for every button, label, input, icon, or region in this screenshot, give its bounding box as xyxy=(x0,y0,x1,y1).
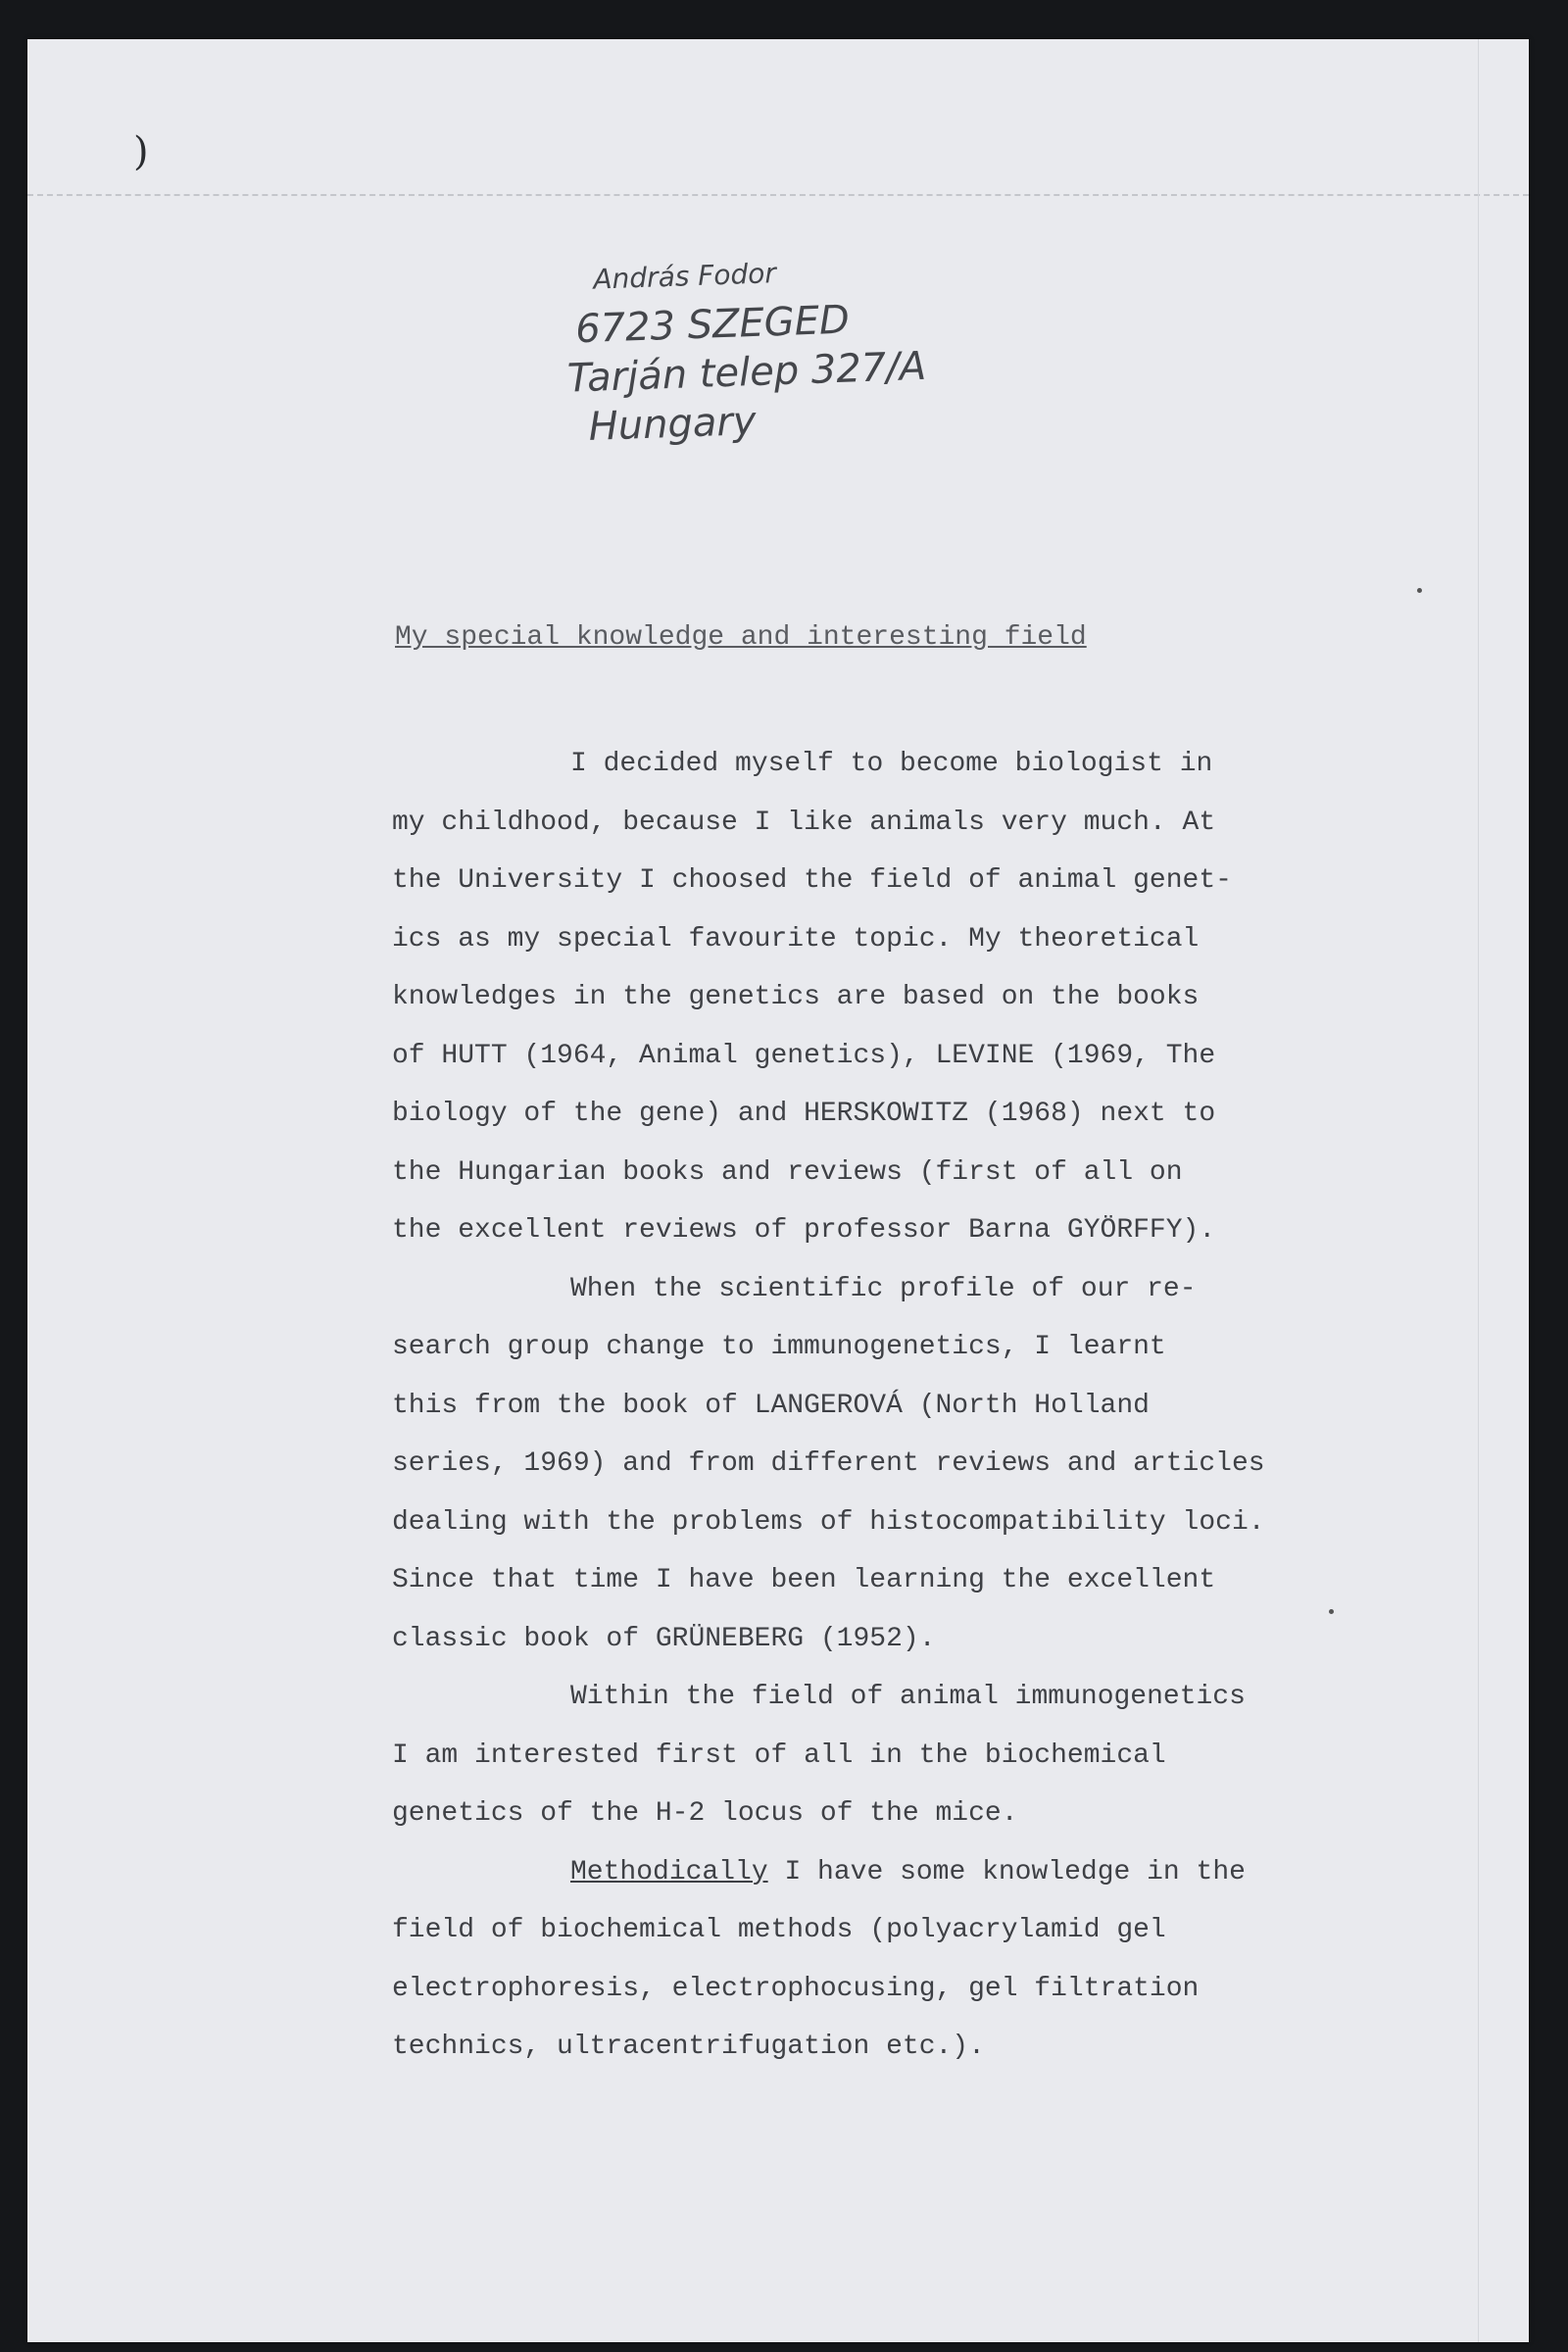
punch-hole-mark: ) xyxy=(133,129,149,174)
text-line: the excellent reviews of professor Barna GYÖRFFY). xyxy=(392,1215,1216,1246)
text-line: When the scientific profile of our re- xyxy=(570,1273,1197,1304)
text-line: knowledges in the genetics are based on the books xyxy=(392,982,1200,1012)
text-fragment: I have some knowledge in the xyxy=(767,1856,1246,1887)
handwritten-address xyxy=(544,243,962,454)
document-title: My special knowledge and interesting field xyxy=(395,622,1087,653)
text-line: I am interested first of all in the biochemical xyxy=(392,1740,1166,1771)
text-line: search group change to immunogenetics, I learnt xyxy=(392,1332,1166,1362)
address-country: Hungary xyxy=(587,398,758,450)
text-line: dealing with the problems of histocompatibility loci. xyxy=(392,1506,1265,1538)
text-line: Within the field of animal immunogenetics xyxy=(570,1682,1246,1712)
address-city: 6723 SZEGED xyxy=(574,297,851,353)
address-name: András Fodor xyxy=(592,257,777,296)
text-line: ics as my special favourite topic. My theoretical xyxy=(392,923,1200,955)
text-line: classic book of GRÜNEBERG (1952). xyxy=(392,1623,936,1654)
text-line: my childhood, because I like animals very much. At xyxy=(392,807,1216,838)
paragraph-4 xyxy=(392,1843,1392,2077)
paragraph-1 xyxy=(392,735,1392,1260)
document-body xyxy=(392,735,1392,2077)
text-line: biology of the gene) and HERSKOWITZ (1968) next to xyxy=(392,1099,1216,1129)
paragraph-3 xyxy=(392,1668,1392,1843)
text-line: this from the book of LANGEROVÁ (North Holland xyxy=(392,1390,1150,1421)
text-line: I decided myself to become biologist in xyxy=(570,749,1213,779)
paragraph-2 xyxy=(392,1260,1392,1669)
fold-line xyxy=(27,194,1529,196)
text-line: Since that time I have been learning the excellent xyxy=(392,1565,1216,1595)
underlined-word: Methodically xyxy=(570,1856,768,1887)
document-page xyxy=(27,39,1529,2342)
text-line: of HUTT (1964, Animal genetics), LEVINE (1969, The xyxy=(392,1040,1216,1071)
text-line: series, 1969) and from different reviews and articles xyxy=(392,1448,1265,1479)
address-street: Tarján telep 327/A xyxy=(566,343,927,402)
text-line: the Hungarian books and reviews (first of all on xyxy=(392,1156,1183,1188)
ink-speck xyxy=(1417,588,1422,593)
text-line xyxy=(392,1843,1392,1902)
text-line: the University I choosed the field of animal genet- xyxy=(392,865,1232,896)
page-edge-line xyxy=(1478,39,1479,2342)
text-line: genetics of the H-2 locus of the mice. xyxy=(392,1798,1018,1829)
text-line: field of biochemical methods (polyacrylamid gel xyxy=(392,1915,1166,1945)
text-line: electrophoresis, electrophocusing, gel filtration xyxy=(392,1973,1200,2004)
text-line: technics, ultracentrifugation etc.). xyxy=(392,2032,985,2062)
